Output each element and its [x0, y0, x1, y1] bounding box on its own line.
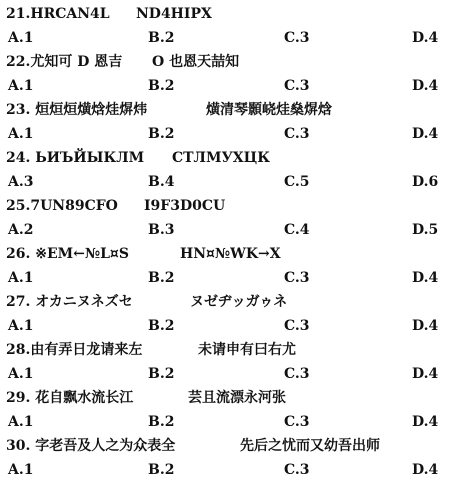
question-29-stem-row: [0, 386, 465, 410]
question-23-option-d[interactable]: D.4: [412, 126, 439, 142]
question-27-stem-row: [0, 290, 465, 314]
question-21-option-c[interactable]: C.3: [284, 30, 310, 46]
question-28-option-c[interactable]: C.3: [284, 366, 310, 382]
question-24-options-row: [0, 170, 465, 194]
question-26-stem-row: [0, 242, 465, 266]
question-25-second-string: I9F3D0CU: [144, 198, 226, 214]
question-26-option-d[interactable]: D.4: [412, 270, 439, 286]
question-24-second-string: СТЛМУХЦК: [172, 150, 270, 166]
question-28-option-a[interactable]: A.1: [8, 366, 34, 382]
question-22-option-b[interactable]: B.2: [148, 78, 175, 94]
question-27-option-c[interactable]: C.3: [284, 318, 310, 334]
question-30-first-string: 30. 字老吾及人之为众表全: [6, 438, 176, 454]
question-26-options-row: [0, 266, 465, 290]
question-21-second-string: ND4HIPX: [136, 6, 212, 22]
question-25-options-row: [0, 218, 465, 242]
question-28-options-row: [0, 362, 465, 386]
question-23-options-row: [0, 122, 465, 146]
question-25-option-d[interactable]: D.5: [412, 222, 439, 238]
question-28-first-string: 28.由有弄日龙请来左: [6, 342, 143, 358]
question-30-option-a[interactable]: A.1: [8, 462, 34, 478]
question-29-option-c[interactable]: C.3: [284, 414, 310, 430]
question-22-first-string: 22.尤知可 D 恩吉: [6, 54, 123, 70]
question-29-options-row: [0, 410, 465, 434]
question-27-second-string: ヌゼヂッガゥネ: [190, 294, 288, 310]
question-24-option-c[interactable]: C.5: [284, 174, 310, 190]
question-27-option-a[interactable]: A.1: [8, 318, 34, 334]
question-25-option-c[interactable]: C.4: [284, 222, 310, 238]
question-22-option-d[interactable]: D.4: [412, 78, 439, 94]
question-21-option-a[interactable]: A.1: [8, 30, 34, 46]
question-29-option-b[interactable]: B.2: [148, 414, 175, 430]
question-23-first-string: 23. 烜烜烜熿焓烓焺炜: [6, 102, 148, 118]
question-22-second-string: O 也恩天喆知: [152, 54, 240, 70]
question-29-second-string: 芸且流漂永河张: [188, 390, 286, 406]
question-26-first-string: 26. ※EM←№L¤S: [6, 246, 129, 262]
question-24-option-b[interactable]: B.4: [148, 174, 175, 190]
question-24-option-d[interactable]: D.6: [412, 174, 439, 190]
question-26-option-b[interactable]: B.2: [148, 270, 175, 286]
question-26-second-string: HN¤№WK→X: [180, 246, 281, 262]
question-21-option-b[interactable]: B.2: [148, 30, 175, 46]
question-21-stem-row: [0, 2, 465, 26]
question-23-second-string: 熿清琴顥峣烓燊焺焓: [206, 102, 332, 118]
question-21-options-row: [0, 26, 465, 50]
question-27-options-row: [0, 314, 465, 338]
question-26-option-c[interactable]: C.3: [284, 270, 310, 286]
question-27-option-d[interactable]: D.4: [412, 318, 439, 334]
question-30-option-c[interactable]: C.3: [284, 462, 310, 478]
question-21-option-d[interactable]: D.4: [412, 30, 439, 46]
question-29-option-a[interactable]: A.1: [8, 414, 34, 430]
question-25-option-b[interactable]: B.3: [148, 222, 175, 238]
question-25-first-string: 25.7UN89CFO: [6, 198, 118, 214]
question-22-option-a[interactable]: A.1: [8, 78, 34, 94]
question-25-stem-row: [0, 194, 465, 218]
question-29-option-d[interactable]: D.4: [412, 414, 439, 430]
question-24-stem-row: [0, 146, 465, 170]
question-29-first-string: 29. 花自飘水流长江: [6, 390, 134, 406]
question-30-stem-row: [0, 434, 465, 458]
question-24-first-string: 24. ЬИЪЙЫКЛМ: [6, 150, 145, 166]
question-30-option-b[interactable]: B.2: [148, 462, 175, 478]
question-23-stem-row: [0, 98, 465, 122]
question-28-stem-row: [0, 338, 465, 362]
question-26-option-a[interactable]: A.1: [8, 270, 34, 286]
question-28-second-string: 未请申有曰右尤: [198, 342, 296, 358]
question-30-options-row: [0, 458, 465, 482]
question-27-option-b[interactable]: B.2: [148, 318, 175, 334]
question-23-option-a[interactable]: A.1: [8, 126, 34, 142]
question-28-option-b[interactable]: B.2: [148, 366, 175, 382]
question-27-first-string: 27. オカニヌネズセ: [6, 294, 133, 310]
question-28-option-d[interactable]: D.4: [412, 366, 439, 382]
question-21-first-string: 21.HRCAN4L: [6, 6, 110, 22]
question-22-stem-row: [0, 50, 465, 74]
question-22-options-row: [0, 74, 465, 98]
question-23-option-c[interactable]: C.3: [284, 126, 310, 142]
question-25-option-a[interactable]: A.2: [8, 222, 34, 238]
question-30-option-d[interactable]: D.4: [412, 462, 439, 478]
question-24-option-a[interactable]: A.3: [8, 174, 34, 190]
question-22-option-c[interactable]: C.3: [284, 78, 310, 94]
question-30-second-string: 先后之忧而又幼吾出师: [240, 438, 380, 454]
question-23-option-b[interactable]: B.2: [148, 126, 175, 142]
